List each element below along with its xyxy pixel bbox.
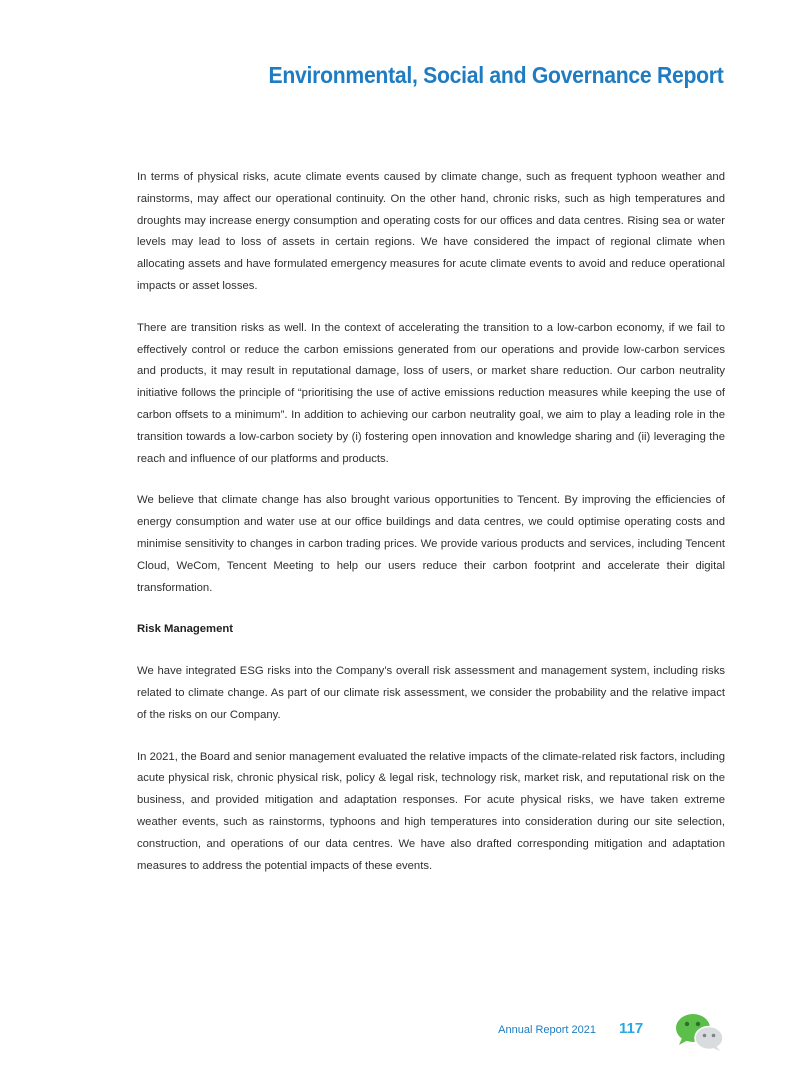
page-footer (0, 1018, 800, 1058)
paragraph-board-evaluation: In 2021, the Board and senior management evaluated the relative impacts of the climate-related risk factors, including acute physical risk, chronic physical risk, policy & legal risk, technology risk, market risk, and reputational risk on the business, and provided mitigation and adaptation responses. For acute physical risks, we have taken extreme weather events, such as rainstorms, typhoons and high temperatures into consideration during our site selection, construction, and operations of our data centres. We have also drafted corresponding mitigation and adaptation measures to address the potential impacts of these events. (137, 750, 725, 872)
paragraph-opportunities: We believe that climate change has also brought various opportunities to Tencent. By improving the efficiencies of energy consumption and water use at our office buildings and data centres, we could optimise operating costs and minimise sensitivity to changes in carbon trading prices. We provide various products and services, including Tencent Cloud, WeCom, Tencent Meeting to help our users reduce their carbon footprint and accelerate their digital transformation. (137, 494, 725, 594)
page-title: Environmental, Social and Governance Report (269, 62, 724, 88)
paragraph-esg-integration: We have integrated ESG risks into the Company’s overall risk assessment and management system, including risks related to climate change. As part of our climate risk assessment, we consider the probability and the relative impact of the risks on our Company. (137, 665, 725, 721)
report-body (137, 167, 725, 897)
footer-report-label: Annual Report 2021 (498, 1024, 596, 1036)
wechat-icon (674, 1012, 726, 1052)
paragraph-physical-risks: In terms of physical risks, acute climate events caused by climate change, such as frequent typhoon weather and rainstorms, may affect our operational continuity. On the other hand, chronic risks, such as high temperatures and droughts may increase energy consumption and operating costs for our offices and data centres. Rising sea or water levels may lead to loss of assets in certain regions. We have considered the impact of regional climate when allocating assets and have formulated emergency measures for acute climate events to avoid and reduce operational impacts or asset losses. (137, 171, 725, 292)
page-number: 117 (619, 1020, 644, 1037)
section-heading-risk-management: Risk Management (137, 623, 234, 636)
paragraph-transition-risks: There are transition risks as well. In the context of accelerating the transition to a low-carbon economy, if we fail to effectively control or reduce the carbon emissions generated from our operations and provide low-carbon services and products, it may result in reputational damage, loss of users, or market share reduction. Our carbon neutrality initiative follows the principle of “prioritising the use of active emissions reduction measures while keeping the use of carbon offsets to a minimum”. In addition to achieving our carbon neutrality goal, we aim to play a leading role in the transition towards a low-carbon society by (i) fostering open innovation and knowledge sharing and (ii) leveraging the reach and influence of our platforms and products. (137, 321, 725, 465)
